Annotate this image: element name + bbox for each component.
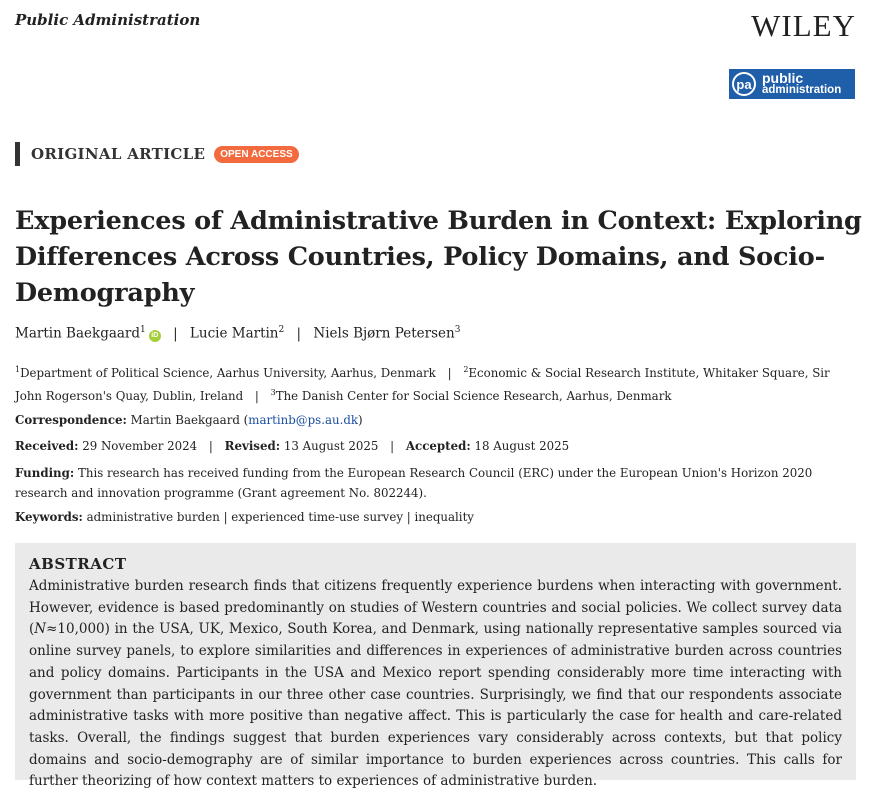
affiliation: Department of Political Science, Aarhus University, Aarhus, Denmark [20, 365, 436, 380]
separator: | [208, 439, 213, 453]
separator: | [296, 325, 302, 342]
separator: | [406, 510, 411, 524]
n-symbol: N [34, 621, 47, 638]
correspondence-label: Correspondence: [15, 413, 127, 427]
affil-sup: 2 [463, 365, 469, 374]
abstract-part-2: ) in the USA, UK, Mexico, South Korea, and Denmark, using nationally representative samples sourced via online survey panels, to explore similarities and differences in experiences of administrative burden across countries and policy domains. Participants in the USA and Mexico report spending considerably more time interacting with government than participants in our three other case countries. Surprisingly, we find that our respondents associate administrative tasks with more positive than negative affect. This is particularly the case for health and care-related tasks. Overall, the findings suggest that burden experiences vary considerably across contexts, but that policy domains and socio-demography are of similar importance to burden experiences across countries. This calls for further theorizing of how context matters to experiences of administrative burden. [29, 621, 842, 790]
separator: | [223, 510, 228, 524]
separator: | [447, 365, 452, 380]
separator: | [254, 388, 259, 403]
publisher-logo[interactable]: WILEY [751, 8, 856, 43]
keywords-label: Keywords: [15, 510, 83, 524]
article-type [15, 142, 299, 166]
correspondence: Correspondence: Martin Baekgaard (martinb@ps.au.dk) [15, 413, 363, 427]
funding-text: This research has received funding from the European Research Council (ERC) under the European Union's Horizon 2020 research and innovation programme (Grant agreement No. 802244). [15, 466, 813, 500]
abstract-part-1: Administrative burden research finds that citizens frequently experience burdens when interacting with government. However, evidence is based predominantly on studies of Western countries and social policies. We collect survey data ( [29, 578, 842, 638]
separator: | [390, 439, 395, 453]
affiliation: Economic & Social Research Institute, Whitaker Square, Sir John Rogerson's Quay, Dublin, Ireland [15, 365, 830, 403]
received-label: Received: [15, 439, 79, 453]
revised-label: Revised: [224, 439, 281, 453]
accepted-date: 18 August 2025 [474, 439, 570, 453]
open-access-badge[interactable]: OPEN ACCESS [214, 146, 298, 163]
funding [15, 463, 855, 503]
orcid-icon[interactable]: iD [149, 330, 161, 342]
affil-sup: 3 [270, 387, 276, 397]
author-link[interactable]: Lucie Martin [189, 325, 279, 342]
author-link[interactable]: Martin Baekgaard [15, 325, 141, 342]
logo-line-1: public [762, 70, 804, 86]
affiliation: The Danish Center for Social Science Research, Aarhus, Denmark [275, 388, 672, 403]
revised-date: 13 August 2025 [283, 439, 379, 453]
logo-line-2: administration [762, 84, 842, 96]
separator: | [173, 325, 178, 342]
abstract-heading: ABSTRACT [29, 555, 127, 573]
pa-logo-icon: pa [732, 72, 756, 96]
funding-label: Funding: [15, 466, 75, 480]
keyword[interactable]: experienced time-use survey [231, 510, 403, 524]
author-sup: 2 [278, 325, 285, 335]
abstract-text [29, 576, 842, 793]
journal-logo-text [762, 72, 841, 96]
article-type-label: ORIGINAL ARTICLE [31, 145, 206, 163]
author-sup: 3 [454, 325, 461, 335]
correspondence-name: Martin Baekgaard [130, 413, 240, 427]
keywords [15, 510, 474, 524]
received-date: 29 November 2024 [82, 439, 198, 453]
affiliations [15, 360, 845, 406]
abstract-section [15, 543, 856, 790]
keyword[interactable]: inequality [414, 510, 474, 524]
journal-name[interactable]: Public Administration [15, 11, 201, 29]
article-title: Experiences of Administrative Burden in Context: Exploring Differences Across Countries, Policy Domains, and Socio-Demography [15, 206, 862, 308]
journal-logo[interactable] [729, 69, 855, 99]
accepted-label: Accepted: [405, 439, 471, 453]
article-dates [15, 439, 569, 453]
affil-sup: 1 [15, 365, 21, 374]
n-value: ≈10,000 [46, 621, 105, 638]
author-list [15, 325, 460, 342]
email-link[interactable]: martinb@ps.au.dk [248, 413, 359, 427]
keyword[interactable]: administrative burden [86, 510, 220, 524]
author-link[interactable]: Niels Bjørn Petersen [313, 325, 455, 342]
author-sup: 1 [140, 325, 146, 335]
